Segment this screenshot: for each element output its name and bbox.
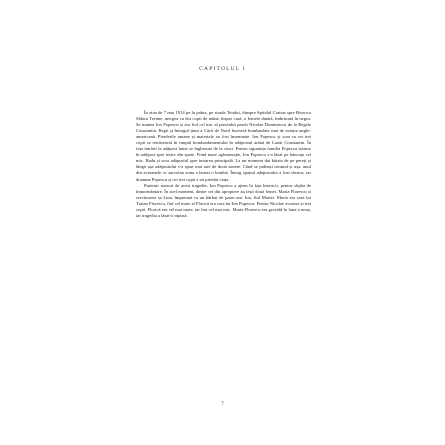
- paragraph: Puternic marcat de acest tragedie, Ion Popescu a ajuns în fața bisericii, pentru slujba de înmormântare. În acel moment, dintre cei din apropiere au ieșit două femei. Maria Florescu și servitoarea sa Lina, împreună cu un bărbat de patru ani. Ion, fiul Mariei. Maria era sora lui Traian Florescu, fiul cel mare al Florică era sora lui Ion Popescu. Pentru Nicolae avusese și trei copii. Florică era cel mai mare, iar Ion cel mai mic. Maria Florescu era gravidă în luna a noua, iar tragedia a lăsat-o răpusă.: [136, 182, 311, 218]
- body-text: [136, 110, 311, 219]
- chapter-title: CAPITOLUL I: [199, 66, 246, 72]
- page-number: 7: [221, 402, 224, 407]
- paragraph: În ziua de 7 mai 1914 pe la prânz, pe strada Teiului, dinspre Spitalul Caritas spre Biserica Sfântu Treime, mergea cu doi copii de mână, înspre casă, o femeie tânără, îmbrăcată în negru. Se numea Ion Popescu și era fiul cel mic al preotului paroh Nicolae Dumitrescu de la Regele Constantin. Regii și întregul ținut a Cării de Nord fuseseră bombardate mai de aviația anglo-americană. Pierderile umane și materiale au fost însemnate. Ion Popescu și sora sa cei trei copii se retrăseseră în timpul bombardamentului în adăpostul arătat de Lazăr Constantin. În fața intrării la adăpost lume se înghesuia de la cinci. Pentru siguranța familia Popescu stătuse în adăpost spre ieșire din spate. Fiind mare aglomerație, Ion Popescu s-a lăsat pe băncuța cel mic. Radu și sora adăpostul spre intrarea principală. La un moment dat bătaia de pe pereți și lângă ușa adăpostului s-a spart mai tare de două sunete. Când se prăbuși tavanul și ușa, unul din avioanele ce survolau zona a lansat o bombă. Întreg spațiul adăpostului a fost distrus, iar doamna Popescu și cei trei copii s-au pierdut viața.: [136, 110, 311, 182]
